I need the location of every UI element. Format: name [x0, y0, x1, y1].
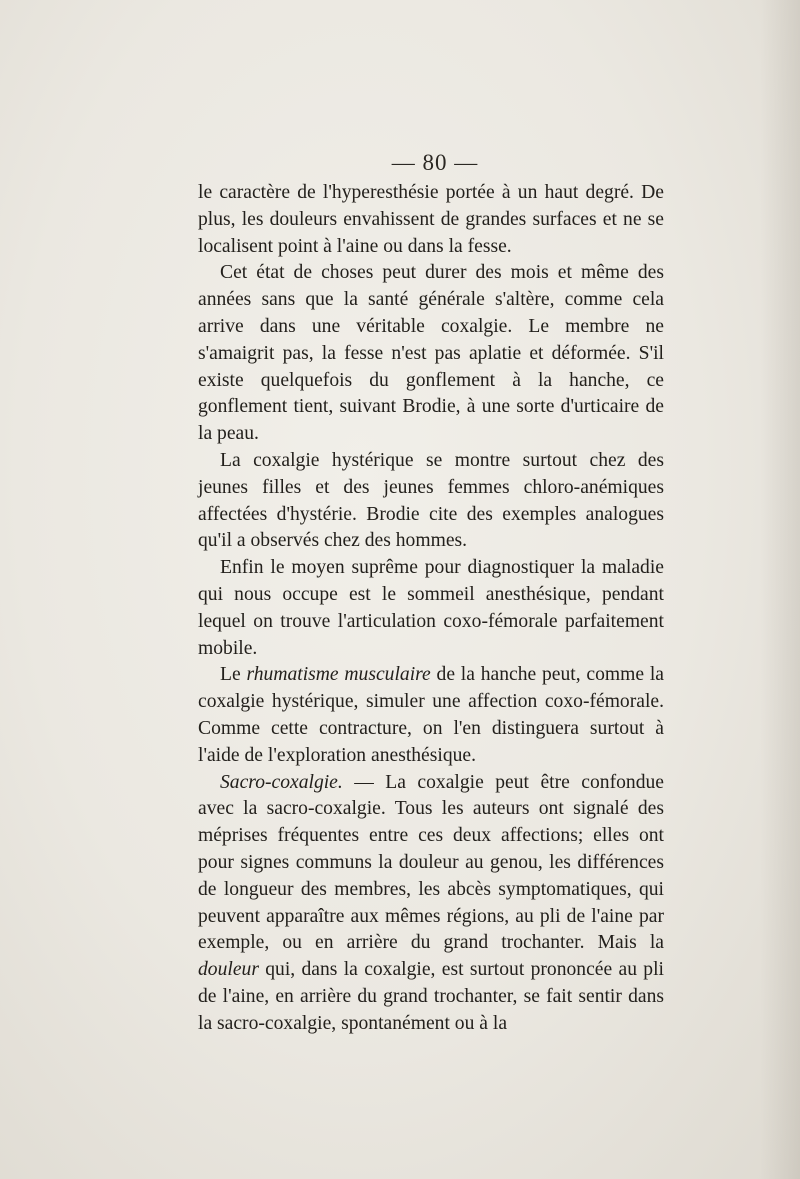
body-text: [198, 180, 664, 1038]
text-run: Enfin le moyen suprême pour diagnostiquer la maladie qui nous occupe est le sommeil anesthésique, pendant lequel on trouve l'articulation coxo-fémorale parfaitement mobile.: [198, 557, 664, 659]
page-number: — 80 —: [391, 150, 479, 175]
italic-text: Sacro-coxalgie.: [220, 771, 343, 793]
text-run: Cet état de choses peut durer des mois et même des années sans que la santé générale s'altère, comme cela arrive dans une véritable coxalgie. Le membre ne s'amaigrit pas, la fesse n'est pas aplatie et déformée. S'il existe quelquefois du gonflement à la hanche, ce gonflement tient, suivant Brodie, à une sorte d'urticaire de la peau.: [198, 262, 664, 445]
page-edge-shadow: [760, 0, 800, 1179]
text-run: le caractère de l'hyperesthésie portée à un haut degré. De plus, les douleurs envahissent de grandes surfaces et ne se localisent point à l'aine ou dans la fesse.: [198, 182, 664, 257]
paragraph: [198, 260, 664, 448]
text-run: — La coxalgie peut être confondue avec la sacro-coxalgie. Tous les auteurs ont signalé des méprises fréquentes entre ces deux affections; elles ont pour signes communs la douleur au genou, les différences de longueur des membres, les abcès symptomatiques, qui peuvent apparaître aux mêmes régions, au pli de l'aine par exemple, ou en arrière du grand trochanter. Mais la: [198, 771, 664, 954]
text-run: Le: [220, 664, 247, 686]
paragraph: [198, 180, 664, 260]
text-run: qui, dans la coxalgie, est surtout prononcée au pli de l'aine, en arrière du grand trochanter, se fait sentir dans la sacro-coxalgie, spontanément ou à la: [198, 959, 664, 1034]
text-run: La coxalgie hystérique se montre surtout chez des jeunes filles et des jeunes femmes chloro-anémiques affectées d'hystérie. Brodie cite des exemples analogues qu'il a observés chez des hommes.: [198, 449, 664, 552]
paragraph: [198, 555, 664, 662]
text-run: de la hanche peut, comme la coxalgie hystérique, simuler une affection coxo-fémorale. Comme cette contracture, on l'en distinguera surtout à l'aide de l'exploration anesthésique.: [198, 664, 664, 766]
paragraph: [198, 770, 664, 1038]
italic-text: douleur: [198, 959, 259, 981]
paragraph: [198, 448, 664, 555]
paragraph: [198, 662, 664, 769]
italic-text: rhumatisme musculaire: [246, 664, 431, 686]
